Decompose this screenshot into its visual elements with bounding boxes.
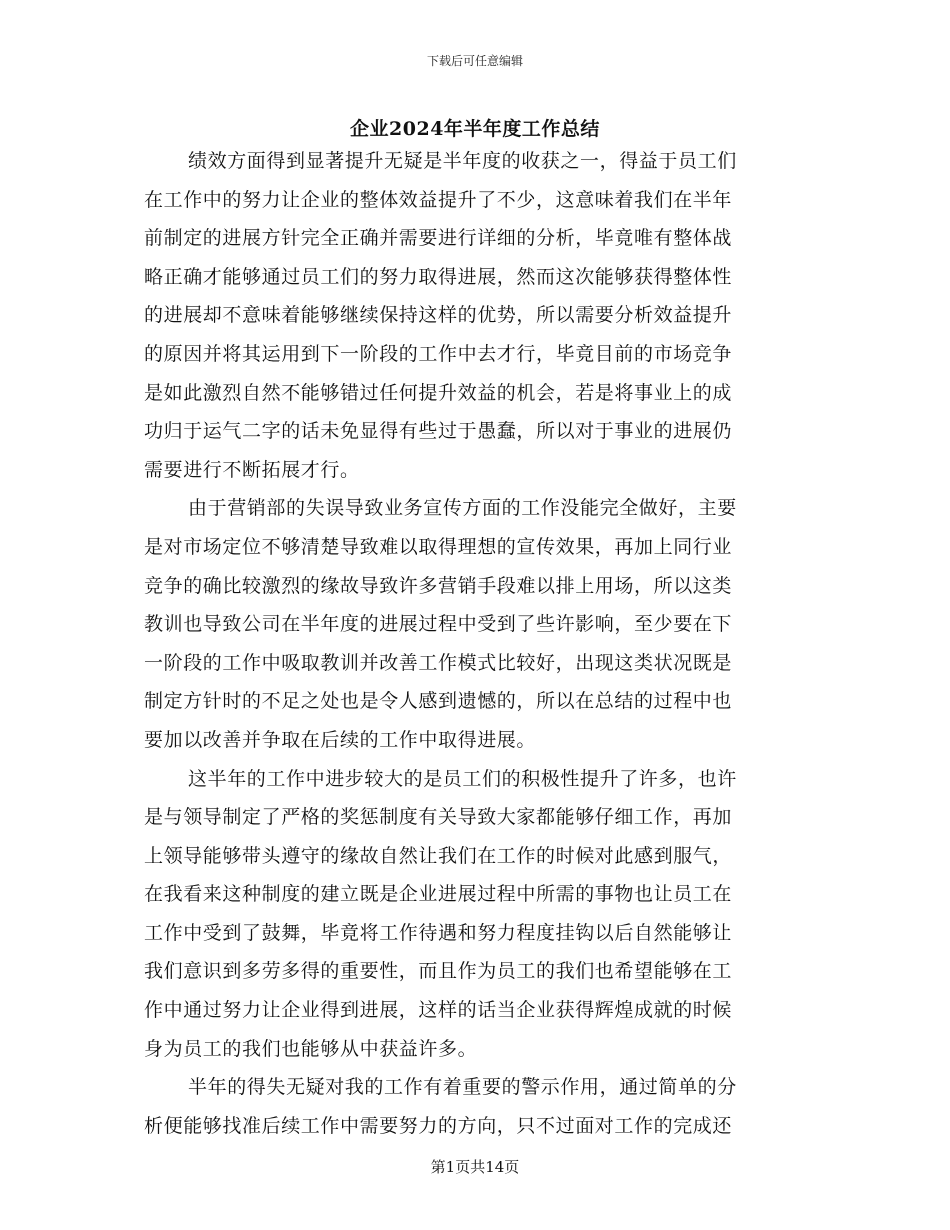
text-line: 在工作中的努力让企业的整体效益提升了不少，这意味着我们在半年 [144, 188, 733, 211]
text-line: 的进展却不意味着能够继续保持这样的优势，所以需要分析效益提升 [144, 304, 733, 327]
page-footer: 第1页共14页 [430, 1158, 520, 1176]
paragraph [144, 765, 804, 1074]
document-body [144, 147, 804, 1150]
text-line: 析便能够找准后续工作中需要努力的方向，只不过面对工作的完成还 [144, 1114, 733, 1137]
text-line: 半年的得失无疑对我的工作有着重要的警示作用，通过简单的分 [188, 1076, 737, 1099]
text-line: 我们意识到多劳多得的重要性，而且作为员工的我们也希望能够在工 [144, 960, 733, 983]
text-line: 一阶段的工作中吸取教训并改善工作模式比较好，出现这类状况既是 [144, 651, 733, 674]
text-line: 前制定的进展方针完全正确并需要进行详细的分析，毕竟唯有整体战 [144, 227, 733, 250]
text-line: 制定方针时的不足之处也是令人感到遗憾的，所以在总结的过程中也 [144, 690, 733, 713]
text-line: 这半年的工作中进步较大的是员工们的积极性提升了许多，也许 [188, 767, 737, 790]
text-line: 身为员工的我们也能够从中获益许多。 [144, 1037, 478, 1060]
text-line: 需要进行不断拓展才行。 [144, 458, 360, 481]
paragraph [144, 1073, 804, 1150]
text-line: 作中通过努力让企业得到进展，这样的话当企业获得辉煌成就的时候 [144, 999, 733, 1022]
text-line: 上领导能够带头遵守的缘故自然让我们在工作的时候对此感到服气， [144, 844, 733, 867]
text-line: 是对市场定位不够清楚导致难以取得理想的宣传效果，再加上同行业 [144, 535, 733, 558]
document-title: 企业2024年半年度工作总结 [350, 118, 600, 140]
paragraph [144, 147, 804, 494]
text-line: 由于营销部的失误导致业务宣传方面的工作没能完全做好，主要 [188, 497, 737, 520]
text-line: 工作中受到了鼓舞，毕竟将工作待遇和努力程度挂钩以后自然能够让 [144, 921, 733, 944]
text-line: 是如此激烈自然不能够错过任何提升效益的机会，若是将事业上的成 [144, 381, 733, 404]
text-line: 竞争的确比较激烈的缘故导致许多营销手段难以排上用场，所以这类 [144, 574, 733, 597]
header-note: 下载后可任意编辑 [426, 54, 523, 68]
text-line: 要加以改善并争取在后续的工作中取得进展。 [144, 728, 537, 751]
text-line: 功归于运气二字的话未免显得有些过于愚蠢，所以对于事业的进展仍 [144, 420, 733, 443]
text-line: 是与领导制定了严格的奖惩制度有关导致大家都能够仔细工作，再加 [144, 806, 733, 829]
text-line: 略正确才能够通过员工们的努力取得进展，然而这次能够获得整体性 [144, 265, 733, 288]
text-line: 的原因并将其运用到下一阶段的工作中去才行，毕竟目前的市场竞争 [144, 342, 733, 365]
text-line: 绩效方面得到显著提升无疑是半年度的收获之一，得益于员工们 [188, 150, 737, 172]
paragraph [144, 494, 804, 764]
text-line: 在我看来这种制度的建立既是企业进展过程中所需的事物也让员工在 [144, 883, 733, 906]
text-line: 教训也导致公司在半年度的进展过程中受到了些许影响，至少要在下 [144, 613, 733, 636]
